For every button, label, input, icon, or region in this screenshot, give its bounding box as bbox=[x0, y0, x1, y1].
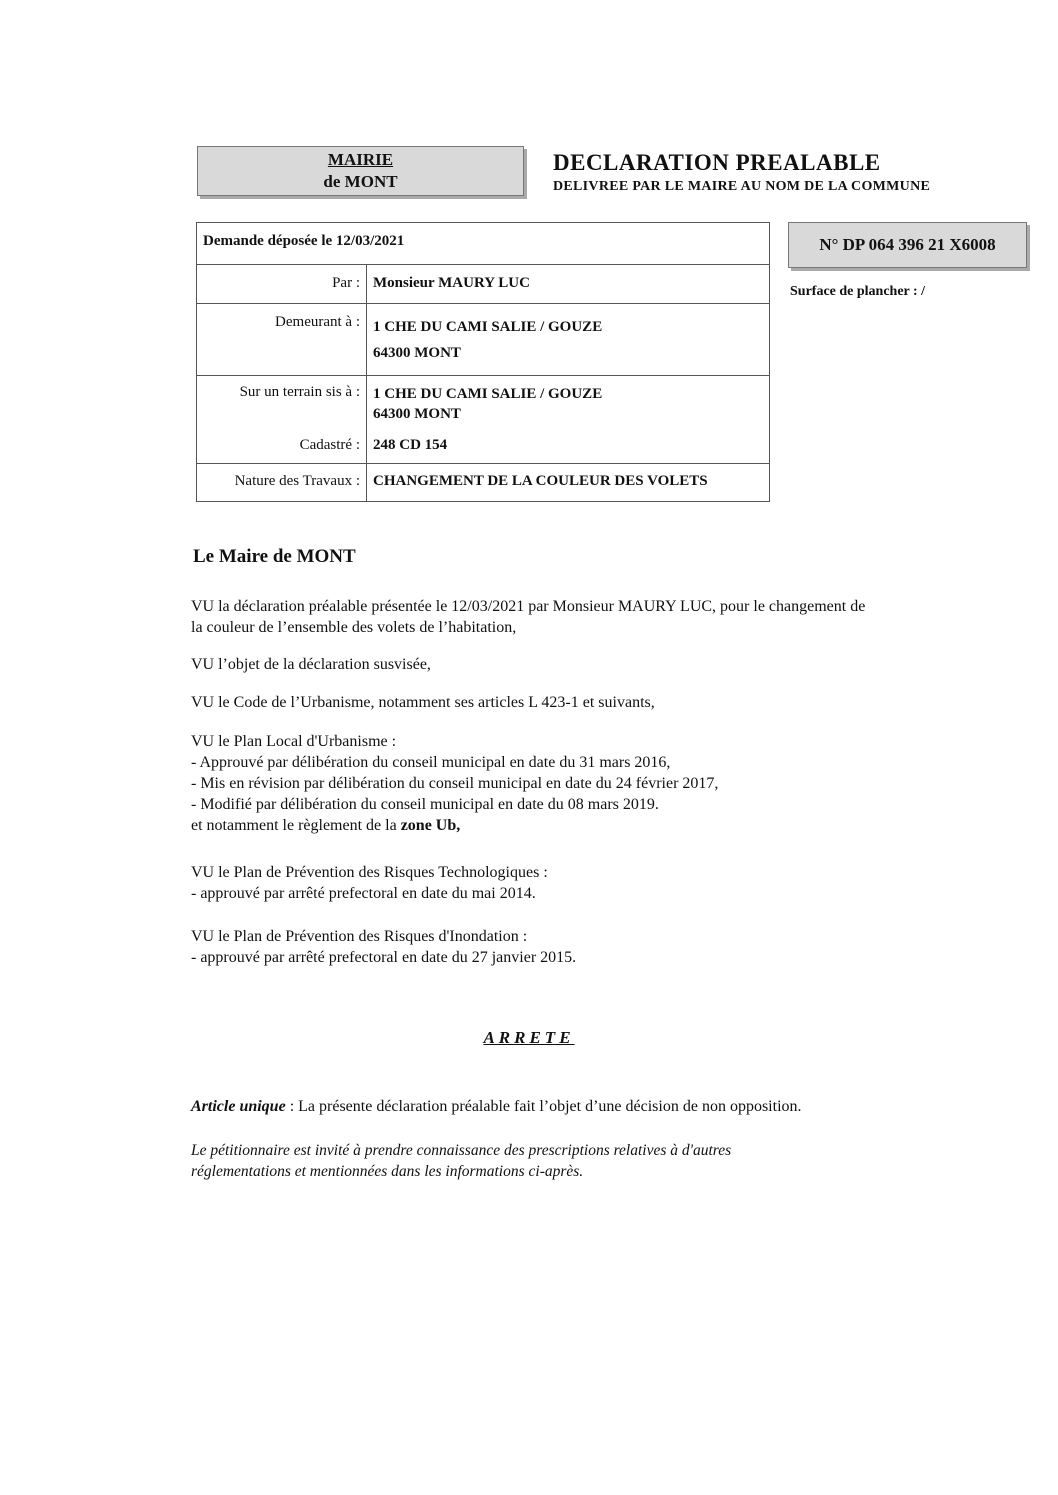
cadastre-label: Cadastré : bbox=[197, 431, 367, 464]
demeurant-label: Demeurant à : bbox=[197, 304, 367, 376]
zone-ub: zone Ub, bbox=[400, 817, 461, 834]
mairie-line2: de MONT bbox=[323, 172, 398, 191]
demeurant-line1: 1 CHE DU CAMI SALIE / GOUZE bbox=[373, 319, 603, 335]
mairie-line1: MAIRIE bbox=[327, 150, 394, 169]
vu-plu bbox=[191, 731, 1021, 836]
vu-declaration-line1: VU la déclaration préalable présentée le 12/03/2021 par Monsieur MAURY LUC, pour le changement de bbox=[191, 598, 866, 615]
note-line2: réglementations et mentionnées dans les informations ci-après. bbox=[191, 1163, 584, 1180]
cadastre-value: 248 CD 154 bbox=[367, 431, 770, 464]
dossier-number-box: N° DP 064 396 21 X6008 bbox=[788, 222, 1027, 268]
nature-label: Nature des Travaux : bbox=[197, 464, 367, 502]
vu-objet: VU l’objet de la déclaration susvisée, bbox=[191, 656, 431, 673]
mairie-header-box bbox=[197, 146, 524, 196]
maire-heading: Le Maire de MONT bbox=[193, 546, 356, 567]
plu-line5-text: et notamment le règlement de la bbox=[191, 817, 401, 834]
demeurant-line2: 64300 MONT bbox=[373, 345, 461, 361]
article-text: : La présente déclaration préalable fait l’objet d’une décision de non opposition. bbox=[285, 1098, 802, 1115]
terrain-line1: 1 CHE DU CAMI SALIE / GOUZE bbox=[373, 386, 603, 402]
plu-line1: VU le Plan Local d'Urbanisme : bbox=[191, 733, 397, 750]
ppri-line2: - approuvé par arrêté prefectoral en date du 27 janvier 2015. bbox=[191, 949, 577, 966]
article-unique bbox=[191, 1096, 1021, 1117]
pprt-line2: - approuvé par arrêté prefectoral en date du mai 2014. bbox=[191, 885, 536, 902]
document-subtitle: DELIVREE PAR LE MAIRE AU NOM DE LA COMMUNE bbox=[553, 179, 931, 194]
par-label: Par : bbox=[197, 265, 367, 304]
vu-ppri bbox=[191, 926, 1021, 968]
ppri-line1: VU le Plan de Prévention des Risques d'Inondation : bbox=[191, 928, 528, 945]
petitionnaire-note bbox=[191, 1140, 1021, 1182]
par-value: Monsieur MAURY LUC bbox=[367, 265, 770, 304]
terrain-value bbox=[367, 376, 770, 431]
vu-code-urbanisme: VU le Code de l’Urbanisme, notamment ses articles L 423-1 et suivants, bbox=[191, 694, 655, 711]
plu-line3: - Mis en révision par délibération du conseil municipal en date du 24 février 2017, bbox=[191, 775, 719, 792]
terrain-label: Sur un terrain sis à : bbox=[197, 376, 367, 431]
demeurant-value bbox=[367, 304, 770, 376]
demande-date: Demande déposée le 12/03/2021 bbox=[197, 223, 770, 265]
surface-plancher: Surface de plancher : / bbox=[790, 284, 926, 299]
vu-declaration bbox=[191, 596, 1021, 638]
document-title: DECLARATION PREALABLE bbox=[553, 150, 881, 175]
vu-declaration-line2: la couleur de l’ensemble des volets de l’habitation, bbox=[191, 619, 517, 636]
article-label: Article unique bbox=[191, 1098, 286, 1115]
nature-value: CHANGEMENT DE LA COULEUR DES VOLETS bbox=[367, 464, 770, 502]
vu-pprt bbox=[191, 862, 1021, 904]
arrete-heading: ARRETE bbox=[483, 1028, 575, 1047]
application-info-table bbox=[196, 222, 770, 502]
plu-line5 bbox=[191, 815, 1021, 836]
terrain-line2: 64300 MONT bbox=[373, 406, 461, 422]
pprt-line1: VU le Plan de Prévention des Risques Technologiques : bbox=[191, 864, 548, 881]
plu-line2: - Approuvé par délibération du conseil municipal en date du 31 mars 2016, bbox=[191, 754, 671, 771]
note-line1: Le pétitionnaire est invité à prendre connaissance des prescriptions relatives à d'autres bbox=[191, 1142, 732, 1159]
plu-line4: - Modifié par délibération du conseil municipal en date du 08 mars 2019. bbox=[191, 796, 659, 813]
